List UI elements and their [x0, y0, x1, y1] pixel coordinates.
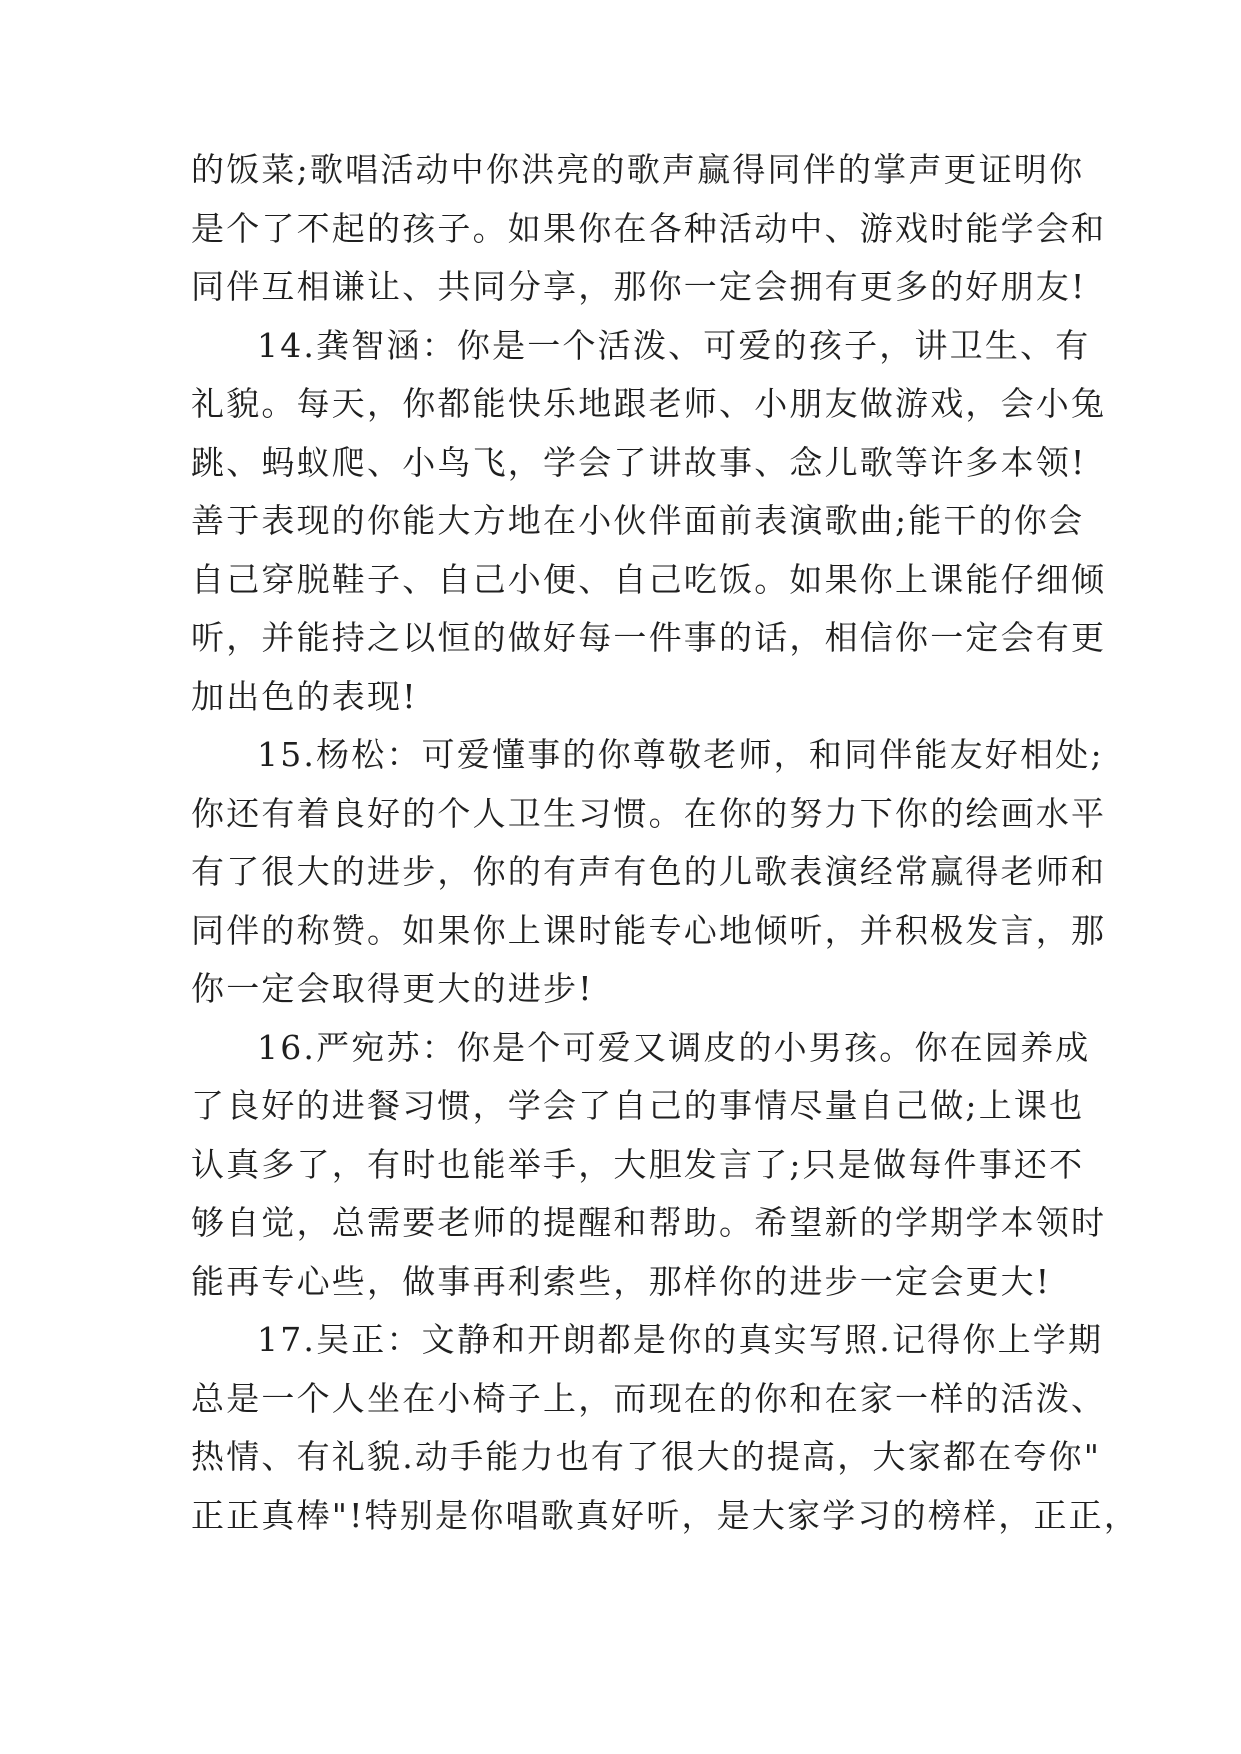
document-body — [191, 141, 1140, 1545]
text-line: 加出色的表现! — [191, 676, 418, 716]
text-line: 你一定会取得更大的进步! — [191, 969, 594, 1008]
text-line: 够自觉，总需要老师的提醒和帮助。希望新的学期学本领时 — [191, 1203, 1107, 1242]
text-line: 了良好的进餐习惯，学会了自己的事情尽量自己做;上课也 — [191, 1086, 1085, 1125]
text-line: 礼貌。每天，你都能快乐地跟老师、小朋友做游戏，会小兔 — [191, 384, 1107, 423]
text-line: 正正真棒"!特别是你唱歌真好听，是大家学习的榜样，正正， — [191, 1495, 1140, 1535]
text-line: 你还有着良好的个人卫生习惯。在你的努力下你的绘画水平 — [191, 793, 1107, 833]
text-line: 热情、有礼貌.动手能力也有了很大的提高，大家都在夸你" — [191, 1437, 1102, 1476]
text-line: 听，并能持之以恒的做好每一件事的话，相信你一定会有更 — [191, 618, 1107, 657]
text-line: 有了很大的进步，你的有声有色的儿歌表演经常赢得老师和 — [191, 852, 1107, 891]
text-line: 是个了不起的孩子。如果你在各种活动中、游戏时能学会和 — [191, 208, 1107, 248]
text-line: 跳、蚂蚁爬、小鸟飞，学会了讲故事、念儿歌等许多本领! — [191, 442, 1087, 482]
paragraph-start-line: 15.杨松：可爱懂事的你尊敬老师，和同伴能友好相处; — [257, 735, 1104, 774]
paragraph-start-line: 16.严宛苏：你是个可爱又调皮的小男孩。你在园养成 — [257, 1027, 1091, 1067]
text-line: 善于表现的你能大方地在小伙伴面前表演歌曲;能干的你会 — [191, 501, 1085, 540]
text-line: 能再专心些，做事再利索些，那样你的进步一定会更大! — [191, 1261, 1052, 1301]
text-line: 自己穿脱鞋子、自己小便、自己吃饭。如果你上课能仔细倾 — [191, 559, 1107, 599]
text-line: 同伴的称赞。如果你上课时能专心地倾听，并积极发言，那 — [191, 910, 1107, 950]
text-line: 的饭菜;歌唱活动中你洪亮的歌声赢得同伴的掌声更证明你 — [191, 150, 1085, 189]
text-line: 总是一个人坐在小椅子上，而现在的你和在家一样的活泼、 — [191, 1378, 1107, 1418]
paragraph-start-line: 17.吴正：文静和开朗都是你的真实写照.记得你上学期 — [257, 1320, 1104, 1359]
paragraph-start-line: 14.龚智涵：你是一个活泼、可爱的孩子，讲卫生、有 — [257, 325, 1091, 365]
text-line: 认真多了，有时也能举手，大胆发言了;只是做每件事还不 — [191, 1144, 1085, 1184]
text-line: 同伴互相谦让、共同分享，那你一定会拥有更多的好朋友! — [191, 267, 1087, 306]
